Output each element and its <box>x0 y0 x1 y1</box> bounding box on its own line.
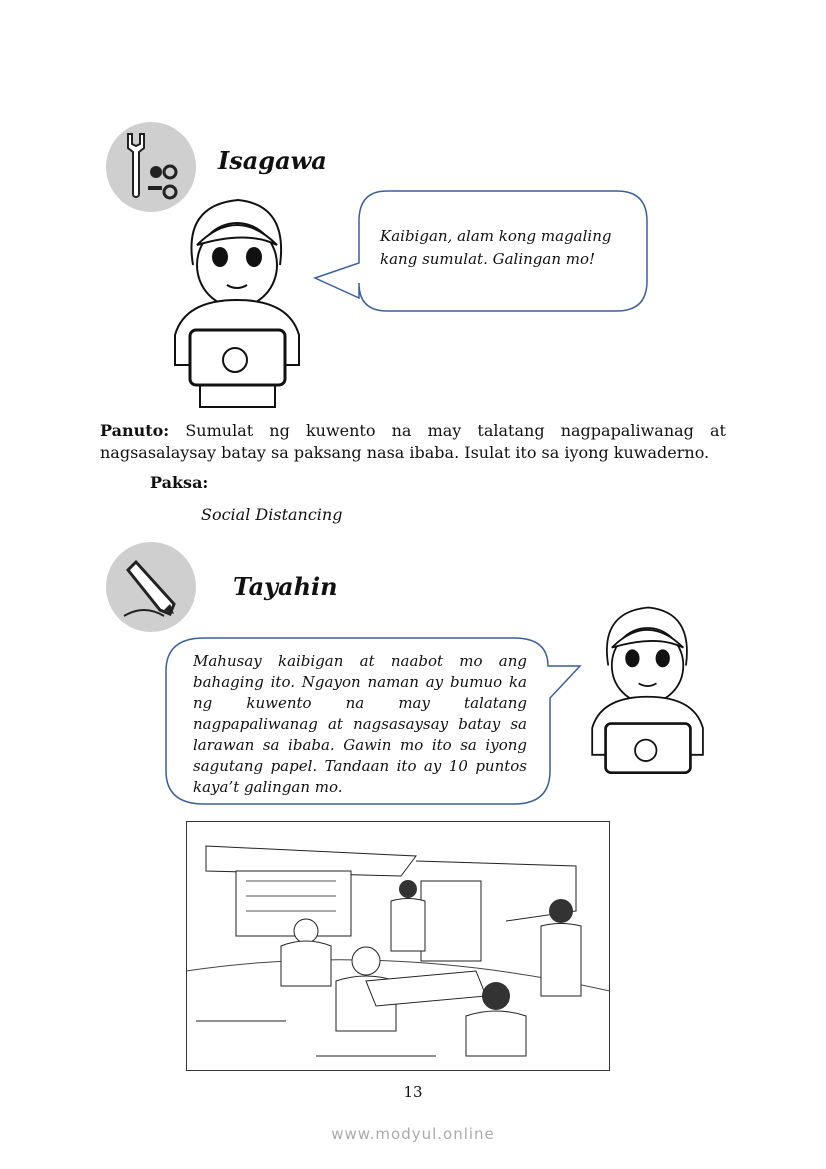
boy-illustration <box>583 603 713 795</box>
instruction-label: Panuto: <box>100 421 170 440</box>
watermark: www.modyul.online <box>331 1125 495 1143</box>
page-number: 13 <box>403 1083 423 1101</box>
boy-illustration <box>165 195 310 410</box>
section-title-tayahin: Tayahin <box>233 572 338 601</box>
street-scene-illustration <box>186 821 610 1071</box>
bubble-line: kang sumulat. Galingan mo! <box>380 250 596 268</box>
topic-value: Social Distancing <box>201 505 343 524</box>
speech-bubble-text: Mahusay kaibigan at naabot mo ang bahaging ito. Ngayon naman ay bumuo ka ng kuwento na may talatang nagpapaliwanag at nagsasaysay batay sa larawan sa ibaba. Gawin mo ito sa iyong sagutang papel. Tandaan ito ay 10 puntos kaya’t galingan mo. <box>193 652 527 796</box>
section-title-isagawa: Isagawa <box>218 146 327 175</box>
bubble-line: Kaibigan, alam kong magaling <box>380 227 612 245</box>
instruction-paragraph <box>100 420 726 464</box>
topic-label: Paksa: <box>150 473 209 492</box>
speech-bubble-text <box>380 225 611 271</box>
pencil-icon <box>106 542 196 632</box>
instruction-text: Sumulat ng kuwento na may talatang nagpapaliwanag at nagsasalaysay batay sa paksang nasa ibaba. Isulat ito sa iyong kuwaderno. <box>100 421 726 462</box>
